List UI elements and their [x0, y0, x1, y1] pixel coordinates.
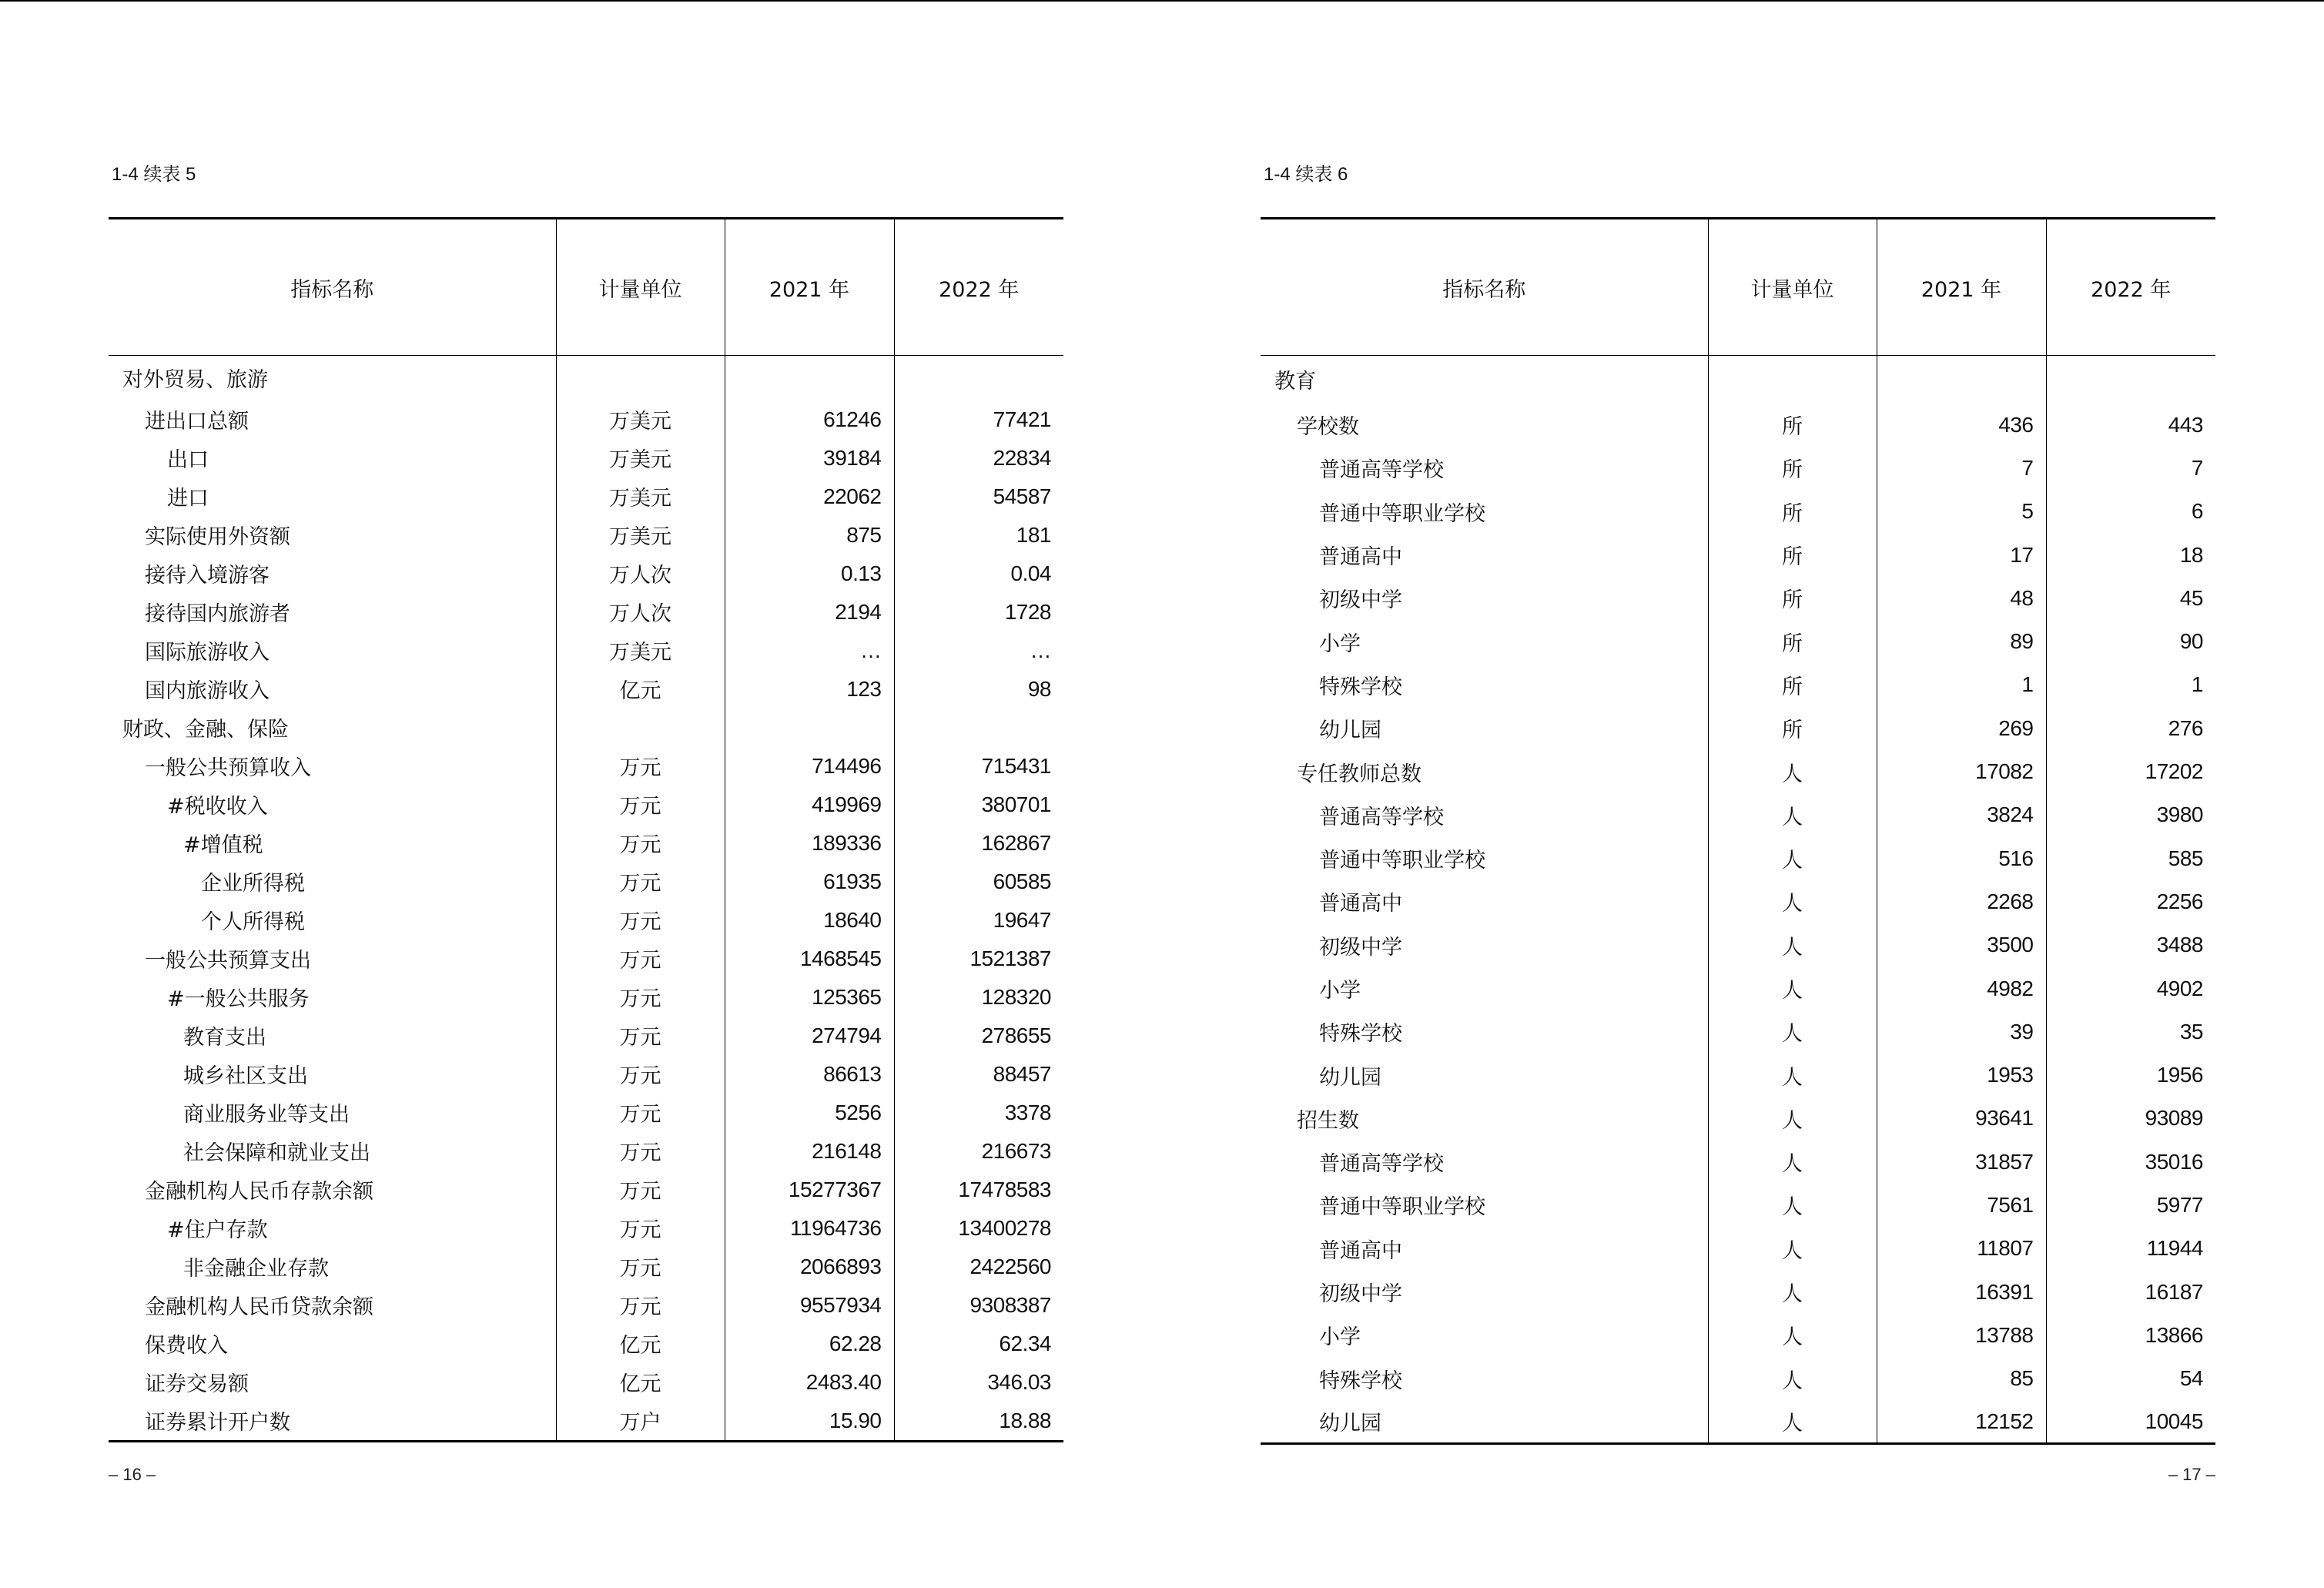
header-year-2021: 2021 年	[725, 219, 894, 356]
value-2021-cell: 39184	[725, 439, 894, 477]
table-row	[1261, 793, 2215, 836]
value-2022-cell: 35016	[2046, 1141, 2215, 1184]
value-2022-cell: 11944	[2046, 1227, 2215, 1270]
unit-cell: 万美元	[556, 439, 725, 477]
unit-cell: 万元	[556, 1132, 725, 1171]
unit-cell: 亿元	[556, 1325, 725, 1363]
indicator-name-cell: 个人所得税	[201, 910, 305, 934]
indicator-name-cell: #增值税	[183, 833, 263, 857]
value-2021-cell: 15277367	[725, 1171, 894, 1209]
value-2021-cell: 5256	[725, 1094, 894, 1132]
indicator-name-cell: 进出口总额	[145, 410, 249, 434]
table-row	[109, 1171, 1063, 1209]
indicator-name-cell: 特殊学校	[1319, 1369, 1402, 1393]
value-2021-cell: 1468545	[725, 940, 894, 978]
indicator-name-cell: 普通高中	[1319, 1238, 1402, 1263]
unit-cell: 人	[1708, 1184, 1877, 1227]
value-2021-cell: 3500	[1877, 923, 2046, 967]
table-row	[109, 1055, 1063, 1094]
table-caption: 1-4 续表 5	[112, 164, 196, 185]
unit-cell: 人	[1708, 1400, 1877, 1443]
table-row	[109, 1248, 1063, 1286]
value-2021-cell: 31857	[1877, 1141, 2046, 1184]
unit-cell: 万元	[556, 863, 725, 901]
value-2021-cell: 15.90	[725, 1402, 894, 1442]
value-2021-cell: 436	[1877, 404, 2046, 447]
header-unit: 计量单位	[556, 219, 725, 356]
table-row	[109, 356, 1063, 400]
indicator-name-cell: 幼儿园	[1319, 1065, 1381, 1090]
unit-cell: 所	[1708, 707, 1877, 750]
table-row	[109, 901, 1063, 940]
value-2021-cell: 7	[1877, 447, 2046, 490]
value-2021-cell: …	[725, 632, 894, 670]
unit-cell: 人	[1708, 836, 1877, 879]
value-2022-cell: 6	[2046, 490, 2215, 533]
table-row	[109, 516, 1063, 554]
header-year-2022: 2022 年	[2046, 219, 2215, 356]
value-2022-cell: 19647	[894, 901, 1063, 940]
table-row	[1261, 1357, 2215, 1400]
right-page	[1261, 0, 2215, 1588]
table-row	[1261, 1227, 2215, 1270]
value-2021-cell: 3824	[1877, 793, 2046, 836]
value-2022-cell: 380701	[894, 786, 1063, 824]
indicator-name-cell: 接待入境游客	[145, 564, 270, 588]
unit-cell: 所	[1708, 663, 1877, 706]
table-row	[1261, 750, 2215, 793]
unit-cell: 人	[1708, 750, 1877, 793]
value-2021-cell: 4982	[1877, 967, 2046, 1010]
indicator-name-cell: 社会保障和就业支出	[183, 1141, 370, 1165]
unit-cell	[556, 356, 725, 400]
value-2022-cell: 60585	[894, 863, 1063, 901]
unit-cell: 人	[1708, 967, 1877, 1010]
indicator-name-cell: 进口	[167, 487, 209, 511]
indicator-name-cell: 普通中等职业学校	[1319, 1195, 1485, 1220]
value-2021-cell	[725, 356, 894, 400]
indicator-name-cell: #一般公共服务	[167, 987, 310, 1011]
value-2022-cell: 17202	[2046, 750, 2215, 793]
value-2021-cell: 22062	[725, 477, 894, 516]
unit-cell: 万人次	[556, 554, 725, 593]
value-2022-cell: 128320	[894, 978, 1063, 1017]
table-row	[109, 940, 1063, 978]
value-2022-cell: 1728	[894, 593, 1063, 632]
value-2022-cell: 3378	[894, 1094, 1063, 1132]
value-2021-cell: 17	[1877, 533, 2046, 576]
value-2022-cell: 216673	[894, 1132, 1063, 1171]
indicator-name-cell: 接待国内旅游者	[145, 602, 290, 626]
value-2022-cell: 93089	[2046, 1097, 2215, 1140]
table-row	[109, 1094, 1063, 1132]
table-row	[1261, 490, 2215, 533]
indicator-name-cell: 幼儿园	[1319, 1412, 1381, 1436]
table-body	[109, 356, 1063, 1442]
value-2022-cell: 1521387	[894, 940, 1063, 978]
value-2022-cell: 2256	[2046, 880, 2215, 923]
value-2021-cell: 875	[725, 516, 894, 554]
indicator-name-cell: 出口	[167, 448, 209, 472]
unit-cell: 亿元	[556, 670, 725, 709]
value-2021-cell: 5	[1877, 490, 2046, 533]
table-row	[109, 1209, 1063, 1248]
table-header-row	[1261, 219, 2215, 356]
value-2022-cell: 181	[894, 516, 1063, 554]
value-2021-cell: 11964736	[725, 1209, 894, 1248]
table-row	[109, 1402, 1063, 1442]
value-2022-cell: …	[894, 632, 1063, 670]
value-2022-cell: 22834	[894, 439, 1063, 477]
value-2022-cell: 13400278	[894, 1209, 1063, 1248]
statistics-table	[109, 217, 1063, 1442]
indicator-name-cell: 初级中学	[1319, 1282, 1402, 1307]
indicator-name-cell: 特殊学校	[1319, 1022, 1402, 1047]
indicator-name-cell: 国际旅游收入	[145, 641, 270, 665]
value-2022-cell: 278655	[894, 1017, 1063, 1055]
unit-cell: 万美元	[556, 400, 725, 439]
value-2021-cell: 61935	[725, 863, 894, 901]
table-row	[1261, 1270, 2215, 1313]
unit-cell: 亿元	[556, 1363, 725, 1402]
value-2021-cell: 125365	[725, 978, 894, 1017]
value-2022-cell: 13866	[2046, 1314, 2215, 1357]
value-2021-cell: 714496	[725, 747, 894, 786]
unit-cell: 万美元	[556, 516, 725, 554]
value-2022-cell: 77421	[894, 400, 1063, 439]
indicator-name-cell: 教育支出	[183, 1026, 266, 1050]
page-number: – 16 –	[109, 1465, 156, 1484]
value-2021-cell: 189336	[725, 824, 894, 863]
unit-cell: 万元	[556, 1286, 725, 1325]
unit-cell: 万元	[556, 1055, 725, 1094]
table-row	[109, 1132, 1063, 1171]
value-2021-cell: 18640	[725, 901, 894, 940]
indicator-name-cell: 商业服务业等支出	[183, 1103, 350, 1127]
indicator-name-cell: 非金融企业存款	[183, 1257, 329, 1281]
table-row	[109, 632, 1063, 670]
unit-cell: 人	[1708, 1010, 1877, 1054]
unit-cell: 所	[1708, 447, 1877, 490]
table-row	[1261, 577, 2215, 620]
value-2022-cell: 35	[2046, 1010, 2215, 1054]
indicator-name-cell: 一般公共预算支出	[145, 949, 311, 973]
indicator-name-cell: 金融机构人民币贷款余额	[145, 1295, 373, 1319]
table-row	[1261, 1400, 2215, 1443]
table-row	[109, 400, 1063, 439]
value-2021-cell: 39	[1877, 1010, 2046, 1054]
indicator-name-cell: 普通中等职业学校	[1319, 849, 1485, 873]
value-2022-cell: 54587	[894, 477, 1063, 516]
value-2022-cell: 18.88	[894, 1402, 1063, 1442]
value-2022-cell: 1956	[2046, 1054, 2215, 1097]
unit-cell: 所	[1708, 533, 1877, 576]
value-2021-cell: 7561	[1877, 1184, 2046, 1227]
header-unit: 计量单位	[1708, 219, 1877, 356]
value-2022-cell: 45	[2046, 577, 2215, 620]
unit-cell: 所	[1708, 620, 1877, 663]
table-row	[109, 1363, 1063, 1402]
left-page	[109, 0, 1063, 1588]
indicator-name-cell: 小学	[1319, 979, 1361, 1003]
value-2022-cell: 16187	[2046, 1270, 2215, 1313]
indicator-name-cell: 对外贸易、旅游	[122, 368, 268, 393]
table-row	[1261, 923, 2215, 967]
table-row	[1261, 1054, 2215, 1097]
unit-cell: 万美元	[556, 477, 725, 516]
value-2021-cell: 12152	[1877, 1400, 2046, 1443]
table-row	[109, 1017, 1063, 1055]
unit-cell: 万元	[556, 1171, 725, 1209]
unit-cell: 万元	[556, 901, 725, 940]
value-2022-cell: 9308387	[894, 1286, 1063, 1325]
value-2021-cell: 61246	[725, 400, 894, 439]
table-caption: 1-4 续表 6	[1264, 164, 1348, 185]
value-2021-cell: 2066893	[725, 1248, 894, 1286]
table-row	[109, 670, 1063, 709]
indicator-name-cell: 学校数	[1297, 415, 1359, 440]
table-row	[109, 554, 1063, 593]
value-2022-cell: 54	[2046, 1357, 2215, 1400]
indicator-name-cell: 实际使用外资额	[145, 525, 290, 549]
unit-cell: 人	[1708, 1357, 1877, 1400]
value-2022-cell: 3488	[2046, 923, 2215, 967]
value-2021-cell	[1877, 356, 2046, 404]
indicator-name-cell: 普通高等学校	[1319, 458, 1444, 483]
value-2021-cell: 85	[1877, 1357, 2046, 1400]
value-2022-cell: 2422560	[894, 1248, 1063, 1286]
value-2021-cell: 2194	[725, 593, 894, 632]
value-2021-cell: 48	[1877, 577, 2046, 620]
unit-cell: 所	[1708, 404, 1877, 447]
table-row	[1261, 967, 2215, 1010]
value-2021-cell: 419969	[725, 786, 894, 824]
value-2022-cell: 10045	[2046, 1400, 2215, 1443]
unit-cell: 人	[1708, 880, 1877, 923]
indicator-name-cell: 教育	[1274, 370, 1316, 394]
indicator-name-cell: 国内旅游收入	[145, 679, 270, 703]
indicator-name-cell: 普通高中	[1319, 892, 1402, 916]
unit-cell: 万元	[556, 824, 725, 863]
indicator-name-cell: 普通高中	[1319, 545, 1402, 570]
indicator-name-cell: #住户存款	[167, 1218, 268, 1242]
statistics-table	[1261, 217, 2215, 1445]
table-row	[109, 863, 1063, 901]
indicator-name-cell: 城乡社区支出	[183, 1064, 308, 1088]
table-row	[1261, 447, 2215, 490]
header-indicator-name: 指标名称	[109, 219, 556, 356]
table-row	[1261, 880, 2215, 923]
indicator-name-cell: 证券累计开户数	[145, 1411, 290, 1436]
table-row	[1261, 356, 2215, 404]
value-2022-cell: 3980	[2046, 793, 2215, 836]
unit-cell: 人	[1708, 1270, 1877, 1313]
value-2022-cell: 585	[2046, 836, 2215, 879]
indicator-name-cell: 初级中学	[1319, 588, 1402, 613]
unit-cell: 人	[1708, 1227, 1877, 1270]
unit-cell: 人	[1708, 1141, 1877, 1184]
indicator-name-cell: 财政、金融、保险	[122, 718, 289, 742]
value-2022-cell: 0.04	[894, 554, 1063, 593]
value-2021-cell: 2268	[1877, 880, 2046, 923]
value-2022-cell: 715431	[894, 747, 1063, 786]
value-2021-cell: 123	[725, 670, 894, 709]
unit-cell: 所	[1708, 577, 1877, 620]
value-2022-cell	[894, 356, 1063, 400]
value-2021-cell: 86613	[725, 1055, 894, 1094]
value-2022-cell: 346.03	[894, 1363, 1063, 1402]
value-2022-cell: 276	[2046, 707, 2215, 750]
indicator-name-cell: 一般公共预算收入	[145, 756, 311, 780]
unit-cell: 万户	[556, 1402, 725, 1442]
value-2021-cell: 9557934	[725, 1286, 894, 1325]
unit-cell: 万元	[556, 978, 725, 1017]
value-2022-cell: 7	[2046, 447, 2215, 490]
unit-cell: 万元	[556, 1017, 725, 1055]
header-year-2021: 2021 年	[1877, 219, 2046, 356]
indicator-name-cell: 普通中等职业学校	[1319, 501, 1485, 526]
table-row	[109, 477, 1063, 516]
indicator-name-cell: 幼儿园	[1319, 719, 1381, 743]
header-indicator-name: 指标名称	[1261, 219, 1708, 356]
header-year-2022: 2022 年	[894, 219, 1063, 356]
table-row	[109, 593, 1063, 632]
unit-cell	[556, 709, 725, 747]
value-2022-cell: 5977	[2046, 1184, 2215, 1227]
value-2021-cell: 1	[1877, 663, 2046, 706]
value-2022-cell: 18	[2046, 533, 2215, 576]
value-2021-cell: 13788	[1877, 1314, 2046, 1357]
indicator-name-cell: 企业所得税	[201, 872, 305, 896]
value-2021-cell: 62.28	[725, 1325, 894, 1363]
indicator-name-cell: 招生数	[1297, 1108, 1359, 1133]
indicator-name-cell: 特殊学校	[1319, 675, 1402, 699]
table-row	[109, 978, 1063, 1017]
table-row	[1261, 663, 2215, 706]
unit-cell: 万元	[556, 1094, 725, 1132]
unit-cell: 人	[1708, 1314, 1877, 1357]
value-2022-cell: 90	[2046, 620, 2215, 663]
indicator-name-cell: 初级中学	[1319, 935, 1402, 960]
value-2021-cell: 16391	[1877, 1270, 2046, 1313]
unit-cell: 万元	[556, 1209, 725, 1248]
table-row	[109, 709, 1063, 747]
value-2021-cell: 516	[1877, 836, 2046, 879]
value-2021-cell: 269	[1877, 707, 2046, 750]
value-2022-cell: 1	[2046, 663, 2215, 706]
table-row	[109, 1325, 1063, 1363]
unit-cell: 万元	[556, 1248, 725, 1286]
value-2022-cell: 443	[2046, 404, 2215, 447]
value-2021-cell: 89	[1877, 620, 2046, 663]
unit-cell: 人	[1708, 1097, 1877, 1140]
table-row	[1261, 620, 2215, 663]
table-row	[1261, 404, 2215, 447]
value-2022-cell: 17478583	[894, 1171, 1063, 1209]
table-row	[1261, 707, 2215, 750]
indicator-name-cell: 金融机构人民币存款余额	[145, 1180, 373, 1204]
indicator-name-cell: 保费收入	[145, 1334, 228, 1358]
value-2021-cell: 0.13	[725, 554, 894, 593]
value-2022-cell: 162867	[894, 824, 1063, 863]
value-2021-cell: 2483.40	[725, 1363, 894, 1402]
unit-cell: 万元	[556, 786, 725, 824]
unit-cell	[1708, 356, 1877, 404]
unit-cell: 人	[1708, 1054, 1877, 1097]
table-row	[109, 439, 1063, 477]
table-row	[1261, 1141, 2215, 1184]
value-2021-cell: 1953	[1877, 1054, 2046, 1097]
table-row	[109, 747, 1063, 786]
value-2022-cell: 88457	[894, 1055, 1063, 1094]
indicator-name-cell: 小学	[1319, 632, 1361, 656]
unit-cell: 人	[1708, 923, 1877, 967]
value-2022-cell	[894, 709, 1063, 747]
value-2021-cell: 93641	[1877, 1097, 2046, 1140]
unit-cell: 所	[1708, 490, 1877, 533]
value-2022-cell: 98	[894, 670, 1063, 709]
table-row	[1261, 836, 2215, 879]
indicator-name-cell: 专任教师总数	[1297, 762, 1422, 786]
table-row	[1261, 1097, 2215, 1140]
value-2022-cell: 4902	[2046, 967, 2215, 1010]
unit-cell: 人	[1708, 793, 1877, 836]
indicator-name-cell: 普通高等学校	[1319, 805, 1444, 829]
indicator-name-cell: 证券交易额	[145, 1372, 249, 1396]
table-row	[1261, 1010, 2215, 1054]
value-2022-cell: 62.34	[894, 1325, 1063, 1363]
value-2021-cell: 17082	[1877, 750, 2046, 793]
value-2021-cell	[725, 709, 894, 747]
value-2021-cell: 274794	[725, 1017, 894, 1055]
unit-cell: 万人次	[556, 593, 725, 632]
table-row	[109, 786, 1063, 824]
table-row	[109, 1286, 1063, 1325]
indicator-name-cell: 普通高等学校	[1319, 1152, 1444, 1177]
table-row	[1261, 1314, 2215, 1357]
value-2021-cell: 216148	[725, 1132, 894, 1171]
table-body	[1261, 356, 2215, 1444]
unit-cell: 万美元	[556, 632, 725, 670]
unit-cell: 万元	[556, 747, 725, 786]
indicator-name-cell: #税收收入	[167, 795, 268, 819]
table-row	[109, 824, 1063, 863]
table-header-row	[109, 219, 1063, 356]
table-row	[1261, 533, 2215, 576]
unit-cell: 万元	[556, 940, 725, 978]
value-2022-cell	[2046, 356, 2215, 404]
page-number: – 17 –	[2168, 1465, 2215, 1484]
table-row	[1261, 1184, 2215, 1227]
value-2021-cell: 11807	[1877, 1227, 2046, 1270]
indicator-name-cell: 小学	[1319, 1325, 1361, 1350]
